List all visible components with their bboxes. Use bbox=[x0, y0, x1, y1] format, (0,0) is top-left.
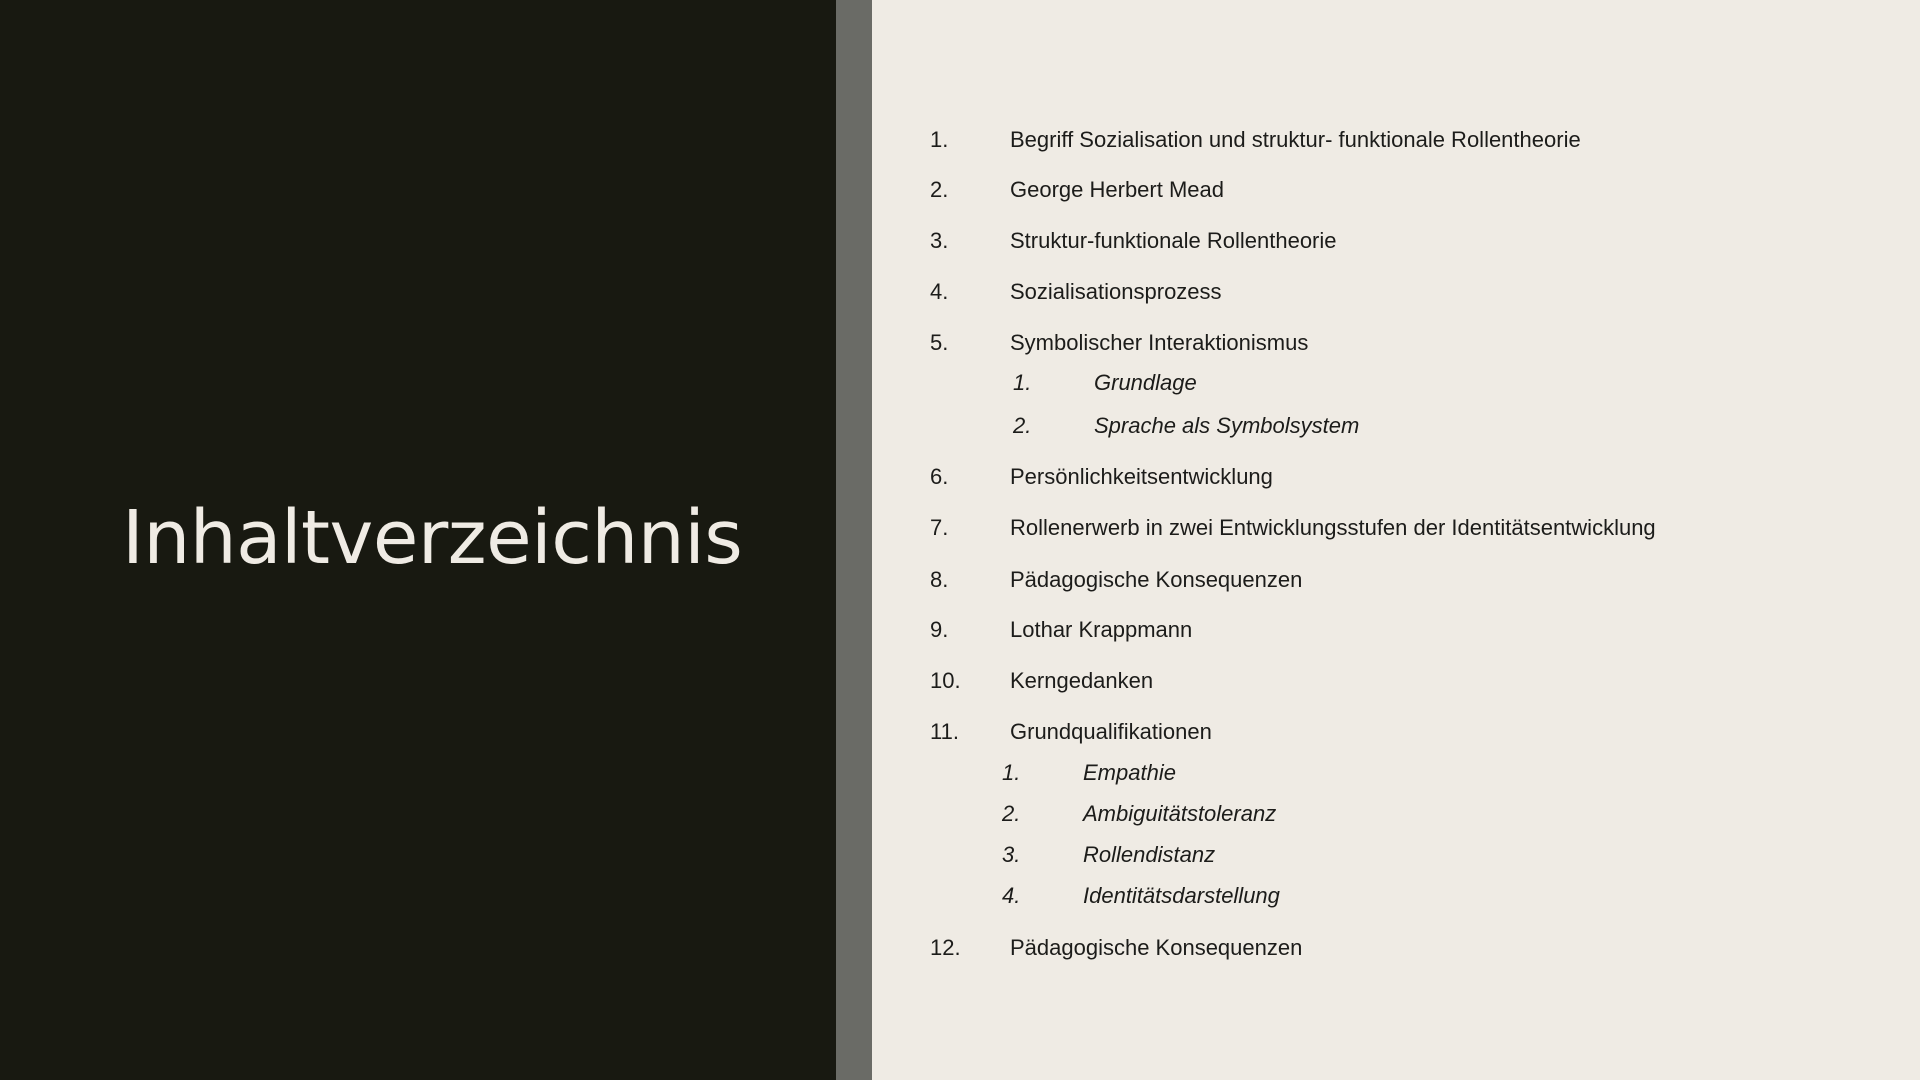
toc-label: George Herbert Mead bbox=[1010, 177, 1224, 202]
toc-number: 8. bbox=[930, 567, 949, 592]
toc-number: 11. bbox=[930, 719, 959, 744]
toc-label: Kerngedanken bbox=[1010, 668, 1154, 693]
toc-sub-label: Ambiguitätstoleranz bbox=[1083, 801, 1277, 826]
toc-number: 1. bbox=[930, 127, 949, 152]
toc-sub-number: 3. bbox=[1002, 842, 1021, 867]
toc-label: Sozialisationsprozess bbox=[1010, 279, 1222, 304]
toc-number: 5. bbox=[930, 330, 949, 355]
toc-label: Grundqualifikationen bbox=[1010, 719, 1212, 744]
toc-number: 6. bbox=[930, 464, 949, 489]
toc-label: Persönlichkeitsentwicklung bbox=[1010, 464, 1273, 489]
toc-number: 7. bbox=[930, 515, 949, 540]
toc-number: 12. bbox=[930, 935, 961, 960]
toc-sub-number: 2. bbox=[1002, 801, 1021, 826]
toc-sub-label: Grundlage bbox=[1094, 370, 1197, 395]
toc-sub-number: 1. bbox=[1002, 760, 1021, 785]
toc-label: Lothar Krappmann bbox=[1010, 617, 1193, 642]
toc-sub-number: 1. bbox=[1013, 370, 1032, 395]
toc-sub-label: Empathie bbox=[1083, 760, 1176, 785]
toc-number: 10. bbox=[930, 668, 961, 693]
toc-sub-label: Rollendistanz bbox=[1083, 842, 1216, 867]
toc-label: Pädagogische Konsequenzen bbox=[1010, 567, 1303, 592]
toc-number: 4. bbox=[930, 279, 949, 304]
toc-number: 9. bbox=[930, 617, 949, 642]
toc-label: Begriff Sozialisation und struktur- funktionale Rollentheorie bbox=[1010, 127, 1581, 152]
toc-sub-number: 2. bbox=[1013, 413, 1032, 438]
toc-number: 3. bbox=[930, 228, 949, 253]
slide-title: Inhaltverzeichnis bbox=[122, 495, 743, 581]
toc-sub-label: Sprache als Symbolsystem bbox=[1094, 413, 1360, 438]
toc-sub-label: Identitätsdarstellung bbox=[1083, 883, 1280, 908]
toc-label: Pädagogische Konsequenzen bbox=[1010, 935, 1303, 960]
toc-sub-number: 4. bbox=[1002, 883, 1021, 908]
toc-label: Rollenerwerb in zwei Entwicklungsstufen der Identitätsentwicklung bbox=[1010, 515, 1656, 540]
toc-label: Struktur-funktionale Rollentheorie bbox=[1010, 228, 1337, 253]
toc-label: Symbolischer Interaktionismus bbox=[1010, 330, 1309, 355]
toc-number: 2. bbox=[930, 177, 949, 202]
